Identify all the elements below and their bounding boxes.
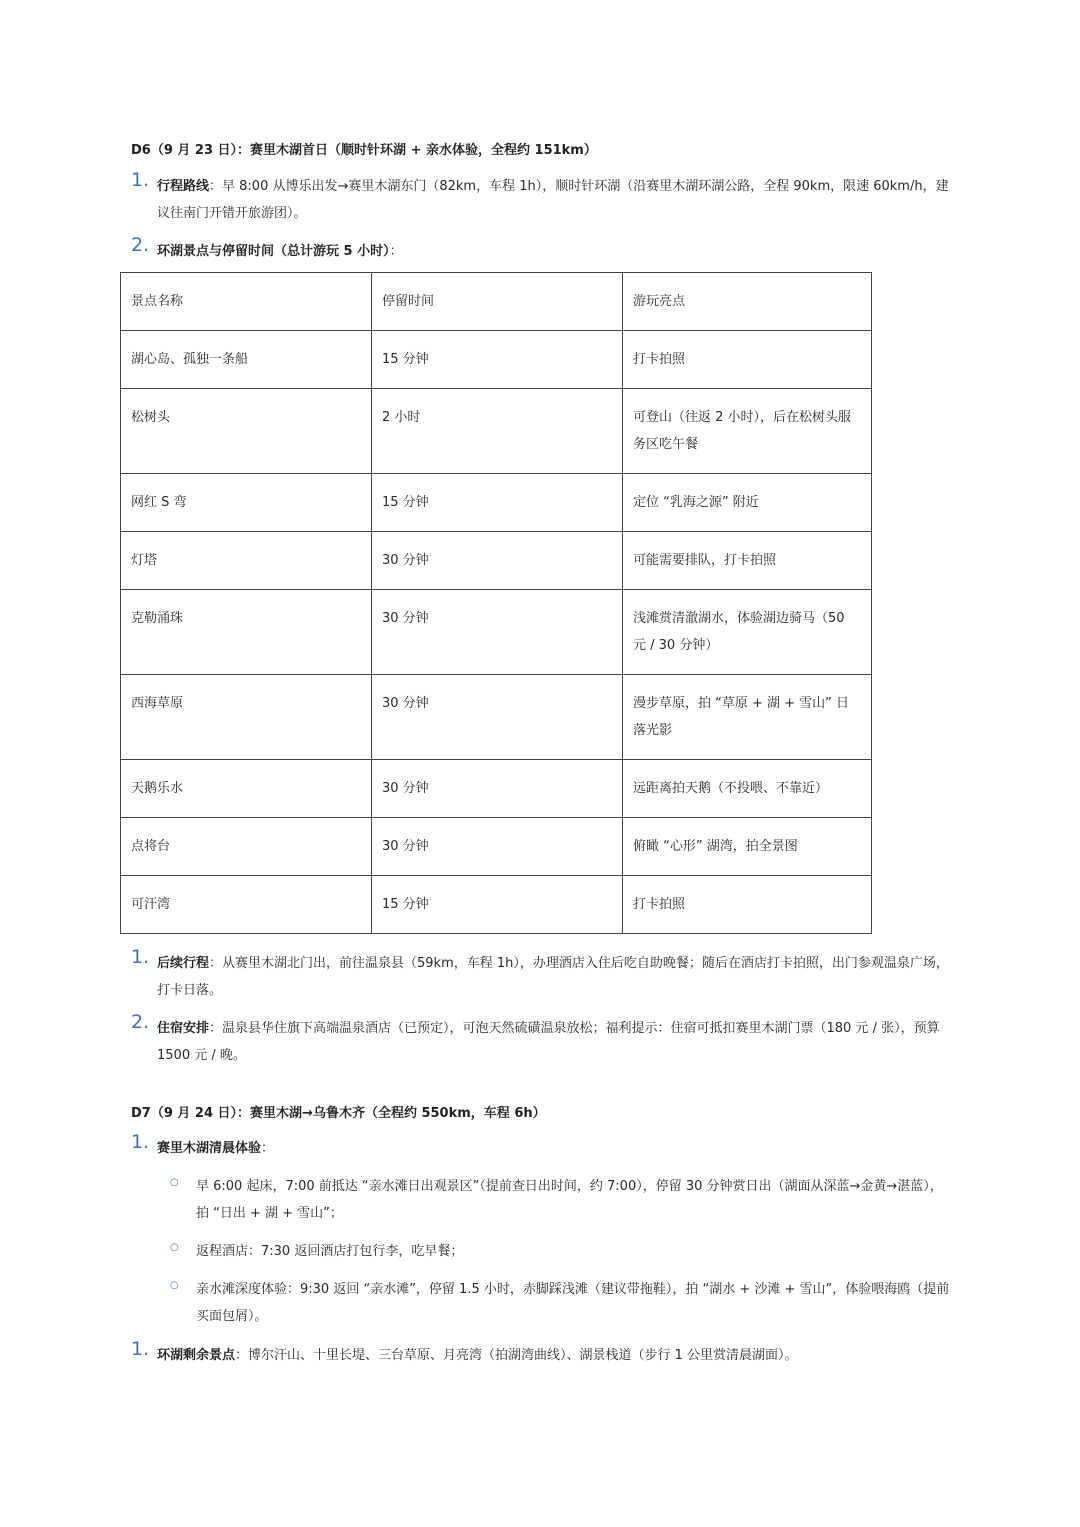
- cell-duration: 30 分钟: [372, 818, 623, 876]
- cell-duration: 30 分钟: [372, 675, 623, 760]
- spots-table: [120, 272, 872, 934]
- day6-title: D6（9 月 23 日）：赛里木湖首日（顺时针环湖 + 亲水体验，全程约 151km）: [131, 143, 597, 158]
- cell-highlight: 俯瞰 “心形” 湖湾，拍全景图: [623, 818, 872, 876]
- item-label: 后续行程: [157, 956, 210, 971]
- list-text: [157, 950, 951, 1004]
- table-row: [121, 331, 872, 389]
- table-row: [121, 818, 872, 876]
- cell-name: 可汗湾: [121, 876, 372, 934]
- cell-highlight: 浅滩赏清澈湖水，体验湖边骑马（50 元 / 30 分钟）: [623, 590, 872, 675]
- header-cell-highlight: 游玩亮点: [623, 273, 872, 331]
- list-number: 1.: [131, 1131, 150, 1153]
- cell-duration: 30 分钟: [372, 760, 623, 818]
- cell-duration: 30 分钟: [372, 532, 623, 590]
- item-body: ：早 8:00 从博乐出发→赛里木湖东门（82km，车程 1h），顺时针环湖（沿赛里木湖环湖公路，全程 90km，限速 60km/h，建议往南门开错开旅游团）。: [157, 179, 949, 221]
- d7-bullet-sunrise: [170, 1173, 955, 1227]
- d6-item-route: [131, 169, 951, 227]
- item-label: 住宿安排: [157, 1021, 210, 1036]
- cell-duration: 15 分钟: [372, 876, 623, 934]
- table-row: [121, 474, 872, 532]
- cell-duration: 2 小时: [372, 389, 623, 474]
- d6-item-followup: [131, 946, 951, 1004]
- item-label: 环湖景点与停留时间（总计游玩 5 小时）: [157, 244, 390, 259]
- item-body: ：: [389, 244, 403, 259]
- d6-item-spots: [131, 234, 951, 265]
- cell-name: 西海草原: [121, 675, 372, 760]
- list-text: [157, 238, 951, 265]
- item-label: 行程路线: [157, 179, 210, 194]
- list-text: [157, 1015, 951, 1069]
- cell-highlight: 打卡拍照: [623, 876, 872, 934]
- hollow-circle-bullet-icon: ○: [170, 1242, 179, 1253]
- header-cell-duration: 停留时间: [372, 273, 623, 331]
- table-row: [121, 590, 872, 675]
- table-row: [121, 760, 872, 818]
- d7-bullet-beach: [170, 1276, 955, 1330]
- cell-duration: 30 分钟: [372, 590, 623, 675]
- cell-name: 灯塔: [121, 532, 372, 590]
- list-number: 1.: [131, 946, 150, 968]
- cell-name: 克勒涌珠: [121, 590, 372, 675]
- table-row: [121, 389, 872, 474]
- bullet-text: 亲水滩深度体验：9:30 返回 “亲水滩”，停留 1.5 小时，赤脚踩浅滩（建议带拖鞋），拍 “湖水 + 沙滩 + 雪山”，体验喂海鸥（提前买面包屑）。: [196, 1282, 950, 1324]
- cell-highlight: 定位 “乳海之源” 附近: [623, 474, 872, 532]
- cell-name: 点将台: [121, 818, 372, 876]
- item-label: 赛里木湖清晨体验: [157, 1141, 262, 1156]
- item-body: ：: [261, 1141, 275, 1156]
- bullet-text: 返程酒店：7:30 返回酒店打包行李，吃早餐；: [196, 1244, 464, 1259]
- item-body: ：从赛里木湖北门出，前往温泉县（59km，车程 1h），办理酒店入住后吃自助晚餐；随后在酒店打卡拍照，出门参观温泉广场，打卡日落。: [157, 956, 949, 998]
- table-row: [121, 532, 872, 590]
- cell-duration: 15 分钟: [372, 331, 623, 389]
- table-header-row: [121, 273, 872, 331]
- d7-item-remaining: [131, 1338, 951, 1369]
- header-cell-name: 景点名称: [121, 273, 372, 331]
- list-number: 1.: [131, 1338, 150, 1360]
- item-body: ：博尔汗山、十里长堤、三台草原、月亮湾（拍湖湾曲线）、湖景栈道（步行 1 公里赏清晨湖面）。: [235, 1348, 798, 1363]
- list-number: 2.: [131, 1011, 150, 1033]
- cell-highlight: 可登山（往返 2 小时），后在松树头服务区吃午餐: [623, 389, 872, 474]
- cell-highlight: 可能需要排队，打卡拍照: [623, 532, 872, 590]
- cell-highlight: 远距离拍天鹅（不投喂、不靠近）: [623, 760, 872, 818]
- day7-title: D7（9 月 24 日）：赛里木湖→乌鲁木齐（全程约 550km，车程 6h）: [131, 1106, 546, 1121]
- d7-item-morning: [131, 1131, 951, 1162]
- cell-name: 湖心岛、孤独一条船: [121, 331, 372, 389]
- d7-bullet-return: [170, 1238, 955, 1265]
- list-text: [157, 173, 951, 227]
- table-row: [121, 675, 872, 760]
- cell-highlight: 漫步草原，拍 “草原 + 湖 + 雪山” 日落光影: [623, 675, 872, 760]
- cell-name: 网红 S 弯: [121, 474, 372, 532]
- cell-duration: 15 分钟: [372, 474, 623, 532]
- item-body: ：温泉县华住旗下高端温泉酒店（已预定），可泡天然硫磺温泉放松；福利提示：住宿可抵扣赛里木湖门票（180 元 / 张），预算 1500 元 / 晚。: [157, 1021, 940, 1063]
- cell-name: 松树头: [121, 389, 372, 474]
- item-label: 环湖剩余景点: [157, 1348, 236, 1363]
- table-row: [121, 876, 872, 934]
- cell-highlight: 打卡拍照: [623, 331, 872, 389]
- d6-item-lodging: [131, 1011, 951, 1069]
- hollow-circle-bullet-icon: ○: [170, 1177, 179, 1188]
- list-text: [157, 1135, 951, 1162]
- hollow-circle-bullet-icon: ○: [170, 1280, 179, 1291]
- list-text: [157, 1342, 951, 1369]
- list-number: 2.: [131, 234, 150, 256]
- cell-name: 天鹅乐水: [121, 760, 372, 818]
- list-number: 1.: [131, 169, 150, 191]
- bullet-text: 早 6:00 起床，7:00 前抵达 “亲水滩日出观景区”（提前查日出时间，约 7:00），停留 30 分钟赏日出（湖面从深蓝→金黄→湛蓝），拍 “日出 + 湖 + 雪山”；: [196, 1179, 943, 1221]
